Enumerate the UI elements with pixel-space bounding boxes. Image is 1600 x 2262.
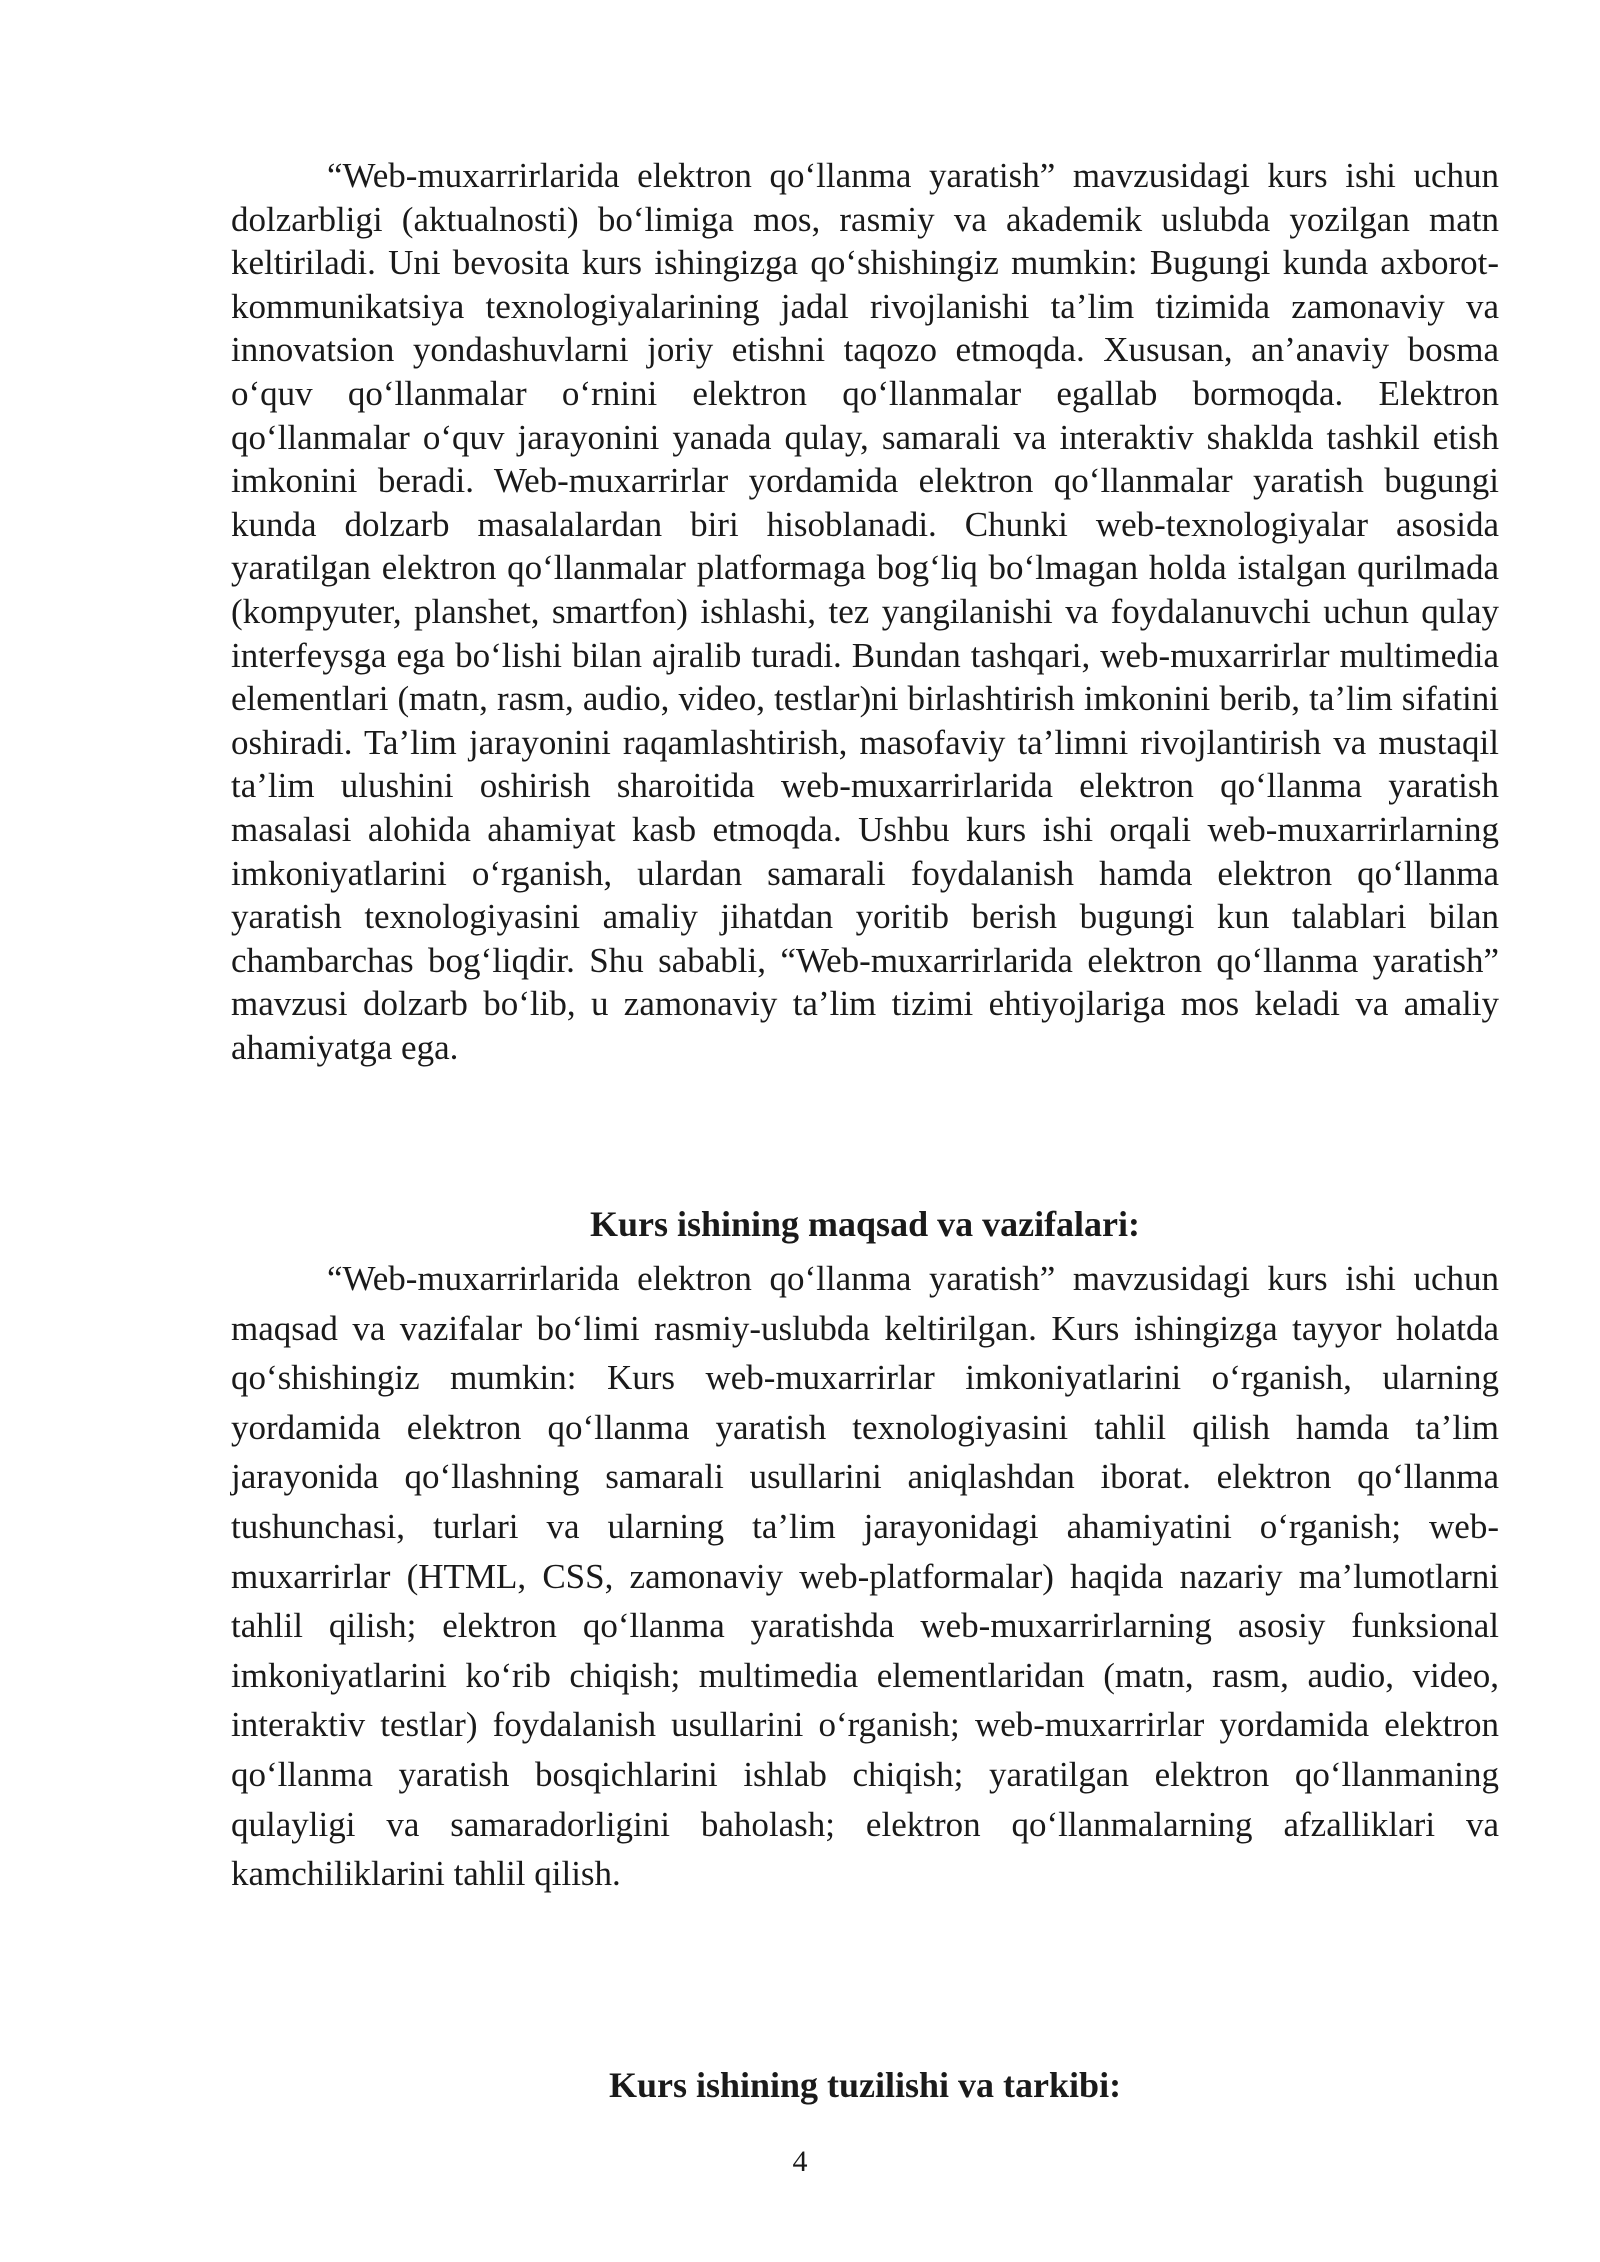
- goals-paragraph: “Web-muxarrirlarida elektron qo‘llanma yaratish” mavzusidagi kurs ishi uchun maqsad va vazifalar bo‘limi rasmiy-uslubda keltirilgan. Kurs ishingizga tayyor holatda qo‘shishingiz mumkin: Kurs web-muxarrirlar imkoniyatlarini o‘rganish, ularning yordamida elektron qo‘llanma yaratish texnologiyasini tahlil qilish hamda ta’lim jarayonida qo‘llashning samarali usullarini aniqlashdan iborat. elektron qo‘llanma tushunchasi, turlari va ularning ta’lim jarayonidagi ahamiyatini o‘rganish; web-muxarrirlar (HTML, CSS, zamonaviy web-platformalar) haqida nazariy ma’lumotlarni tahlil qilish; elektron qo‘llanma yaratishda web-muxarrirlarning asosiy funksional imkoniyatlarini ko‘rib chiqish; multimedia elementlaridan (matn, rasm, audio, video, interaktiv testlar) foydalanish usullarini o‘rganish; web-muxarrirlar yordamida elektron qo‘llanma yaratish bosqichlarini ishlab chiqish; yaratilgan elektron qo‘llanmaning qulayligi va samaradorligini baholash; elektron qo‘llanmalarning afzalliklari va kamchiliklarini tahlil qilish.: [231, 1259, 1499, 1894]
- goals-heading: Kurs ishining maqsad va vazifalari:: [589, 1204, 1141, 1244]
- page-number: 4: [792, 2145, 808, 2178]
- relevance-paragraph: “Web-muxarrirlarida elektron qo‘llanma yaratish” mavzusidagi kurs ishi uchun dolzarbligi (aktualnosti) bo‘limiga mos, rasmiy va akademik uslubda yozilgan matn keltiriladi. Uni bevosita kurs ishingizga qo‘shishingiz mumkin: Bugungi kunda axborot-kommunikatsiya texnologiyalarining jadal rivojlanishi ta’lim tizimida zamonaviy va innovatsion yondashuvlarni joriy etishni taqozo etmoqda. Xususan, an’anaviy bosma o‘quv qo‘llanmalar o‘rnini elektron qo‘llanmalar egallab bormoqda. Elektron qo‘llanmalar o‘quv jarayonini yanada qulay, samarali va interaktiv shaklda tashkil etish imkonini beradi. Web-muxarrirlar yordamida elektron qo‘llanmalar yaratish bugungi kunda dolzarb masalalardan biri hisoblanadi. Chunki web-texnologiyalar asosida yaratilgan elektron qo‘llanmalar platformaga bog‘liq bo‘lmagan holda istalgan qurilmada (kompyuter, planshet, smartfon) ishlashi, tez yangilanishi va foydalanuvchi uchun qulay interfeysga ega bo‘lishi bilan ajralib turadi. Bundan tashqari, web-muxarrirlar multimedia elementlari (matn, rasm, audio, video, testlar)ni birlashtirish imkonini berib, ta’lim sifatini oshiradi. Ta’lim jarayonini raqamlashtirish, masofaviy ta’limni rivojlantirish va mustaqil ta’lim ulushini oshirish sharoitida web-muxarrirlarida elektron qo‘llanma yaratish masalasi alohida ahamiyat kasb etmoqda. Ushbu kurs ishi orqali web-muxarrirlarning imkoniyatlarini o‘rganish, ulardan samarali foydalanish hamda elektron qo‘llanma yaratish texnologiyasini amaliy jihatdan yoritib berish bugungi kun talablari bilan chambarchas bog‘liqdir. Shu sababli, “Web-muxarrirlarida elektron qo‘llanma yaratish” mavzusi dolzarb bo‘lib, u zamonaviy ta’lim tizimi ehtiyojlariga mos keladi va amaliy ahamiyatga ega.: [231, 156, 1499, 1067]
- structure-heading: Kurs ishining tuzilishi va tarkibi:: [608, 2065, 1122, 2105]
